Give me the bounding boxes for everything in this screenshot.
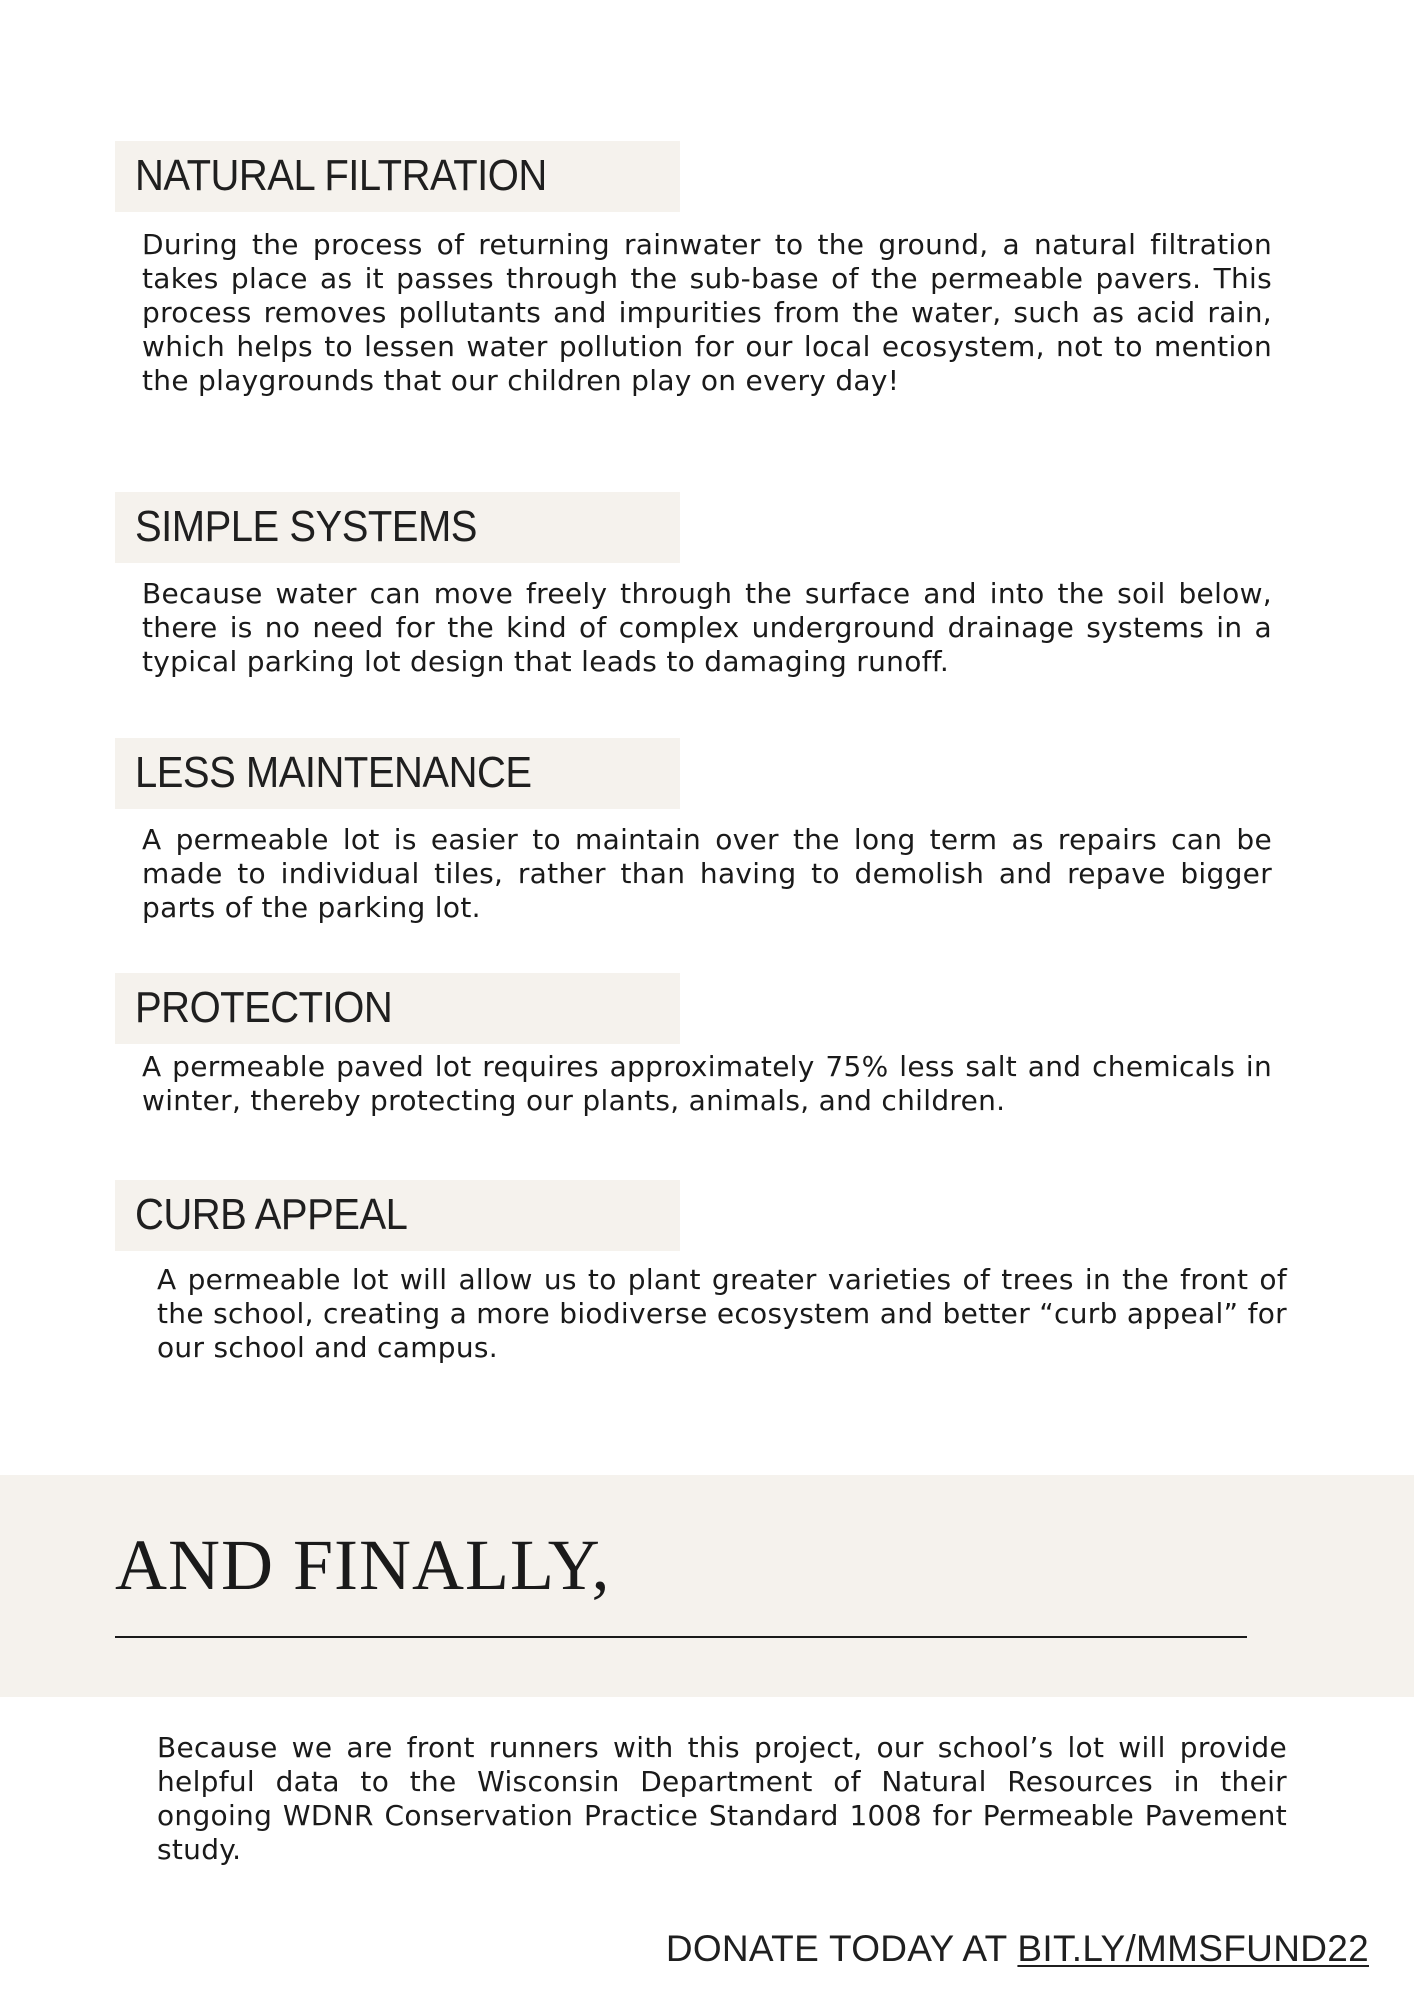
section-heading-natural-filtration: [115, 141, 680, 212]
section-title: LESS MAINTENANCE: [135, 749, 532, 797]
section-body-natural-filtration: During the process of returning rainwater to the ground, a natural filtration takes place as it passes through the sub-base of the permeable pavers. This process removes pollutants and impurities from the water, such as acid rain, which helps to lessen water pollution for our local ecosystem, not to mention the playgrounds that our children play on every day!: [142, 228, 1272, 397]
section-heading-curb-appeal: [115, 1180, 680, 1251]
divider-rule: [115, 1636, 1247, 1638]
section-heading-protection: [115, 973, 680, 1044]
section-title: NATURAL FILTRATION: [135, 152, 547, 200]
section-body-less-maintenance: A permeable lot is easier to maintain over the long term as repairs can be made to individual tiles, rather than having to demolish and repave bigger parts of the parking lot.: [142, 823, 1272, 924]
section-title: SIMPLE SYSTEMS: [135, 503, 477, 551]
finally-title: AND FINALLY,: [115, 1525, 611, 1605]
section-heading-simple-systems: [115, 492, 680, 563]
donate-callout: [666, 1928, 1369, 1970]
section-heading-less-maintenance: [115, 738, 680, 809]
finally-body: Because we are front runners with this project, our school’s lot will provide helpful data to the Wisconsin Department of Natural Resources in their ongoing WDNR Conservation Practice Standard 1008 for Permeable Pavement study.: [157, 1731, 1287, 1866]
section-title: PROTECTION: [135, 984, 393, 1032]
donate-prefix: DONATE TODAY AT: [665, 1928, 1018, 1969]
section-body-curb-appeal: A permeable lot will allow us to plant greater varieties of trees in the front of the school, creating a more biodiverse ecosystem and better “curb appeal” for our school and campus.: [157, 1263, 1287, 1364]
section-body-simple-systems: Because water can move freely through the surface and into the soil below, there is no need for the kind of complex underground drainage systems in a typical parking lot design that leads to damaging runoff.: [142, 577, 1272, 678]
donate-link[interactable]: BIT.LY/MMSFUND22: [1017, 1928, 1369, 1969]
section-body-protection: A permeable paved lot requires approximately 75% less salt and chemicals in winter, thereby protecting our plants, animals, and children.: [142, 1050, 1272, 1117]
section-title: CURB APPEAL: [135, 1191, 408, 1239]
